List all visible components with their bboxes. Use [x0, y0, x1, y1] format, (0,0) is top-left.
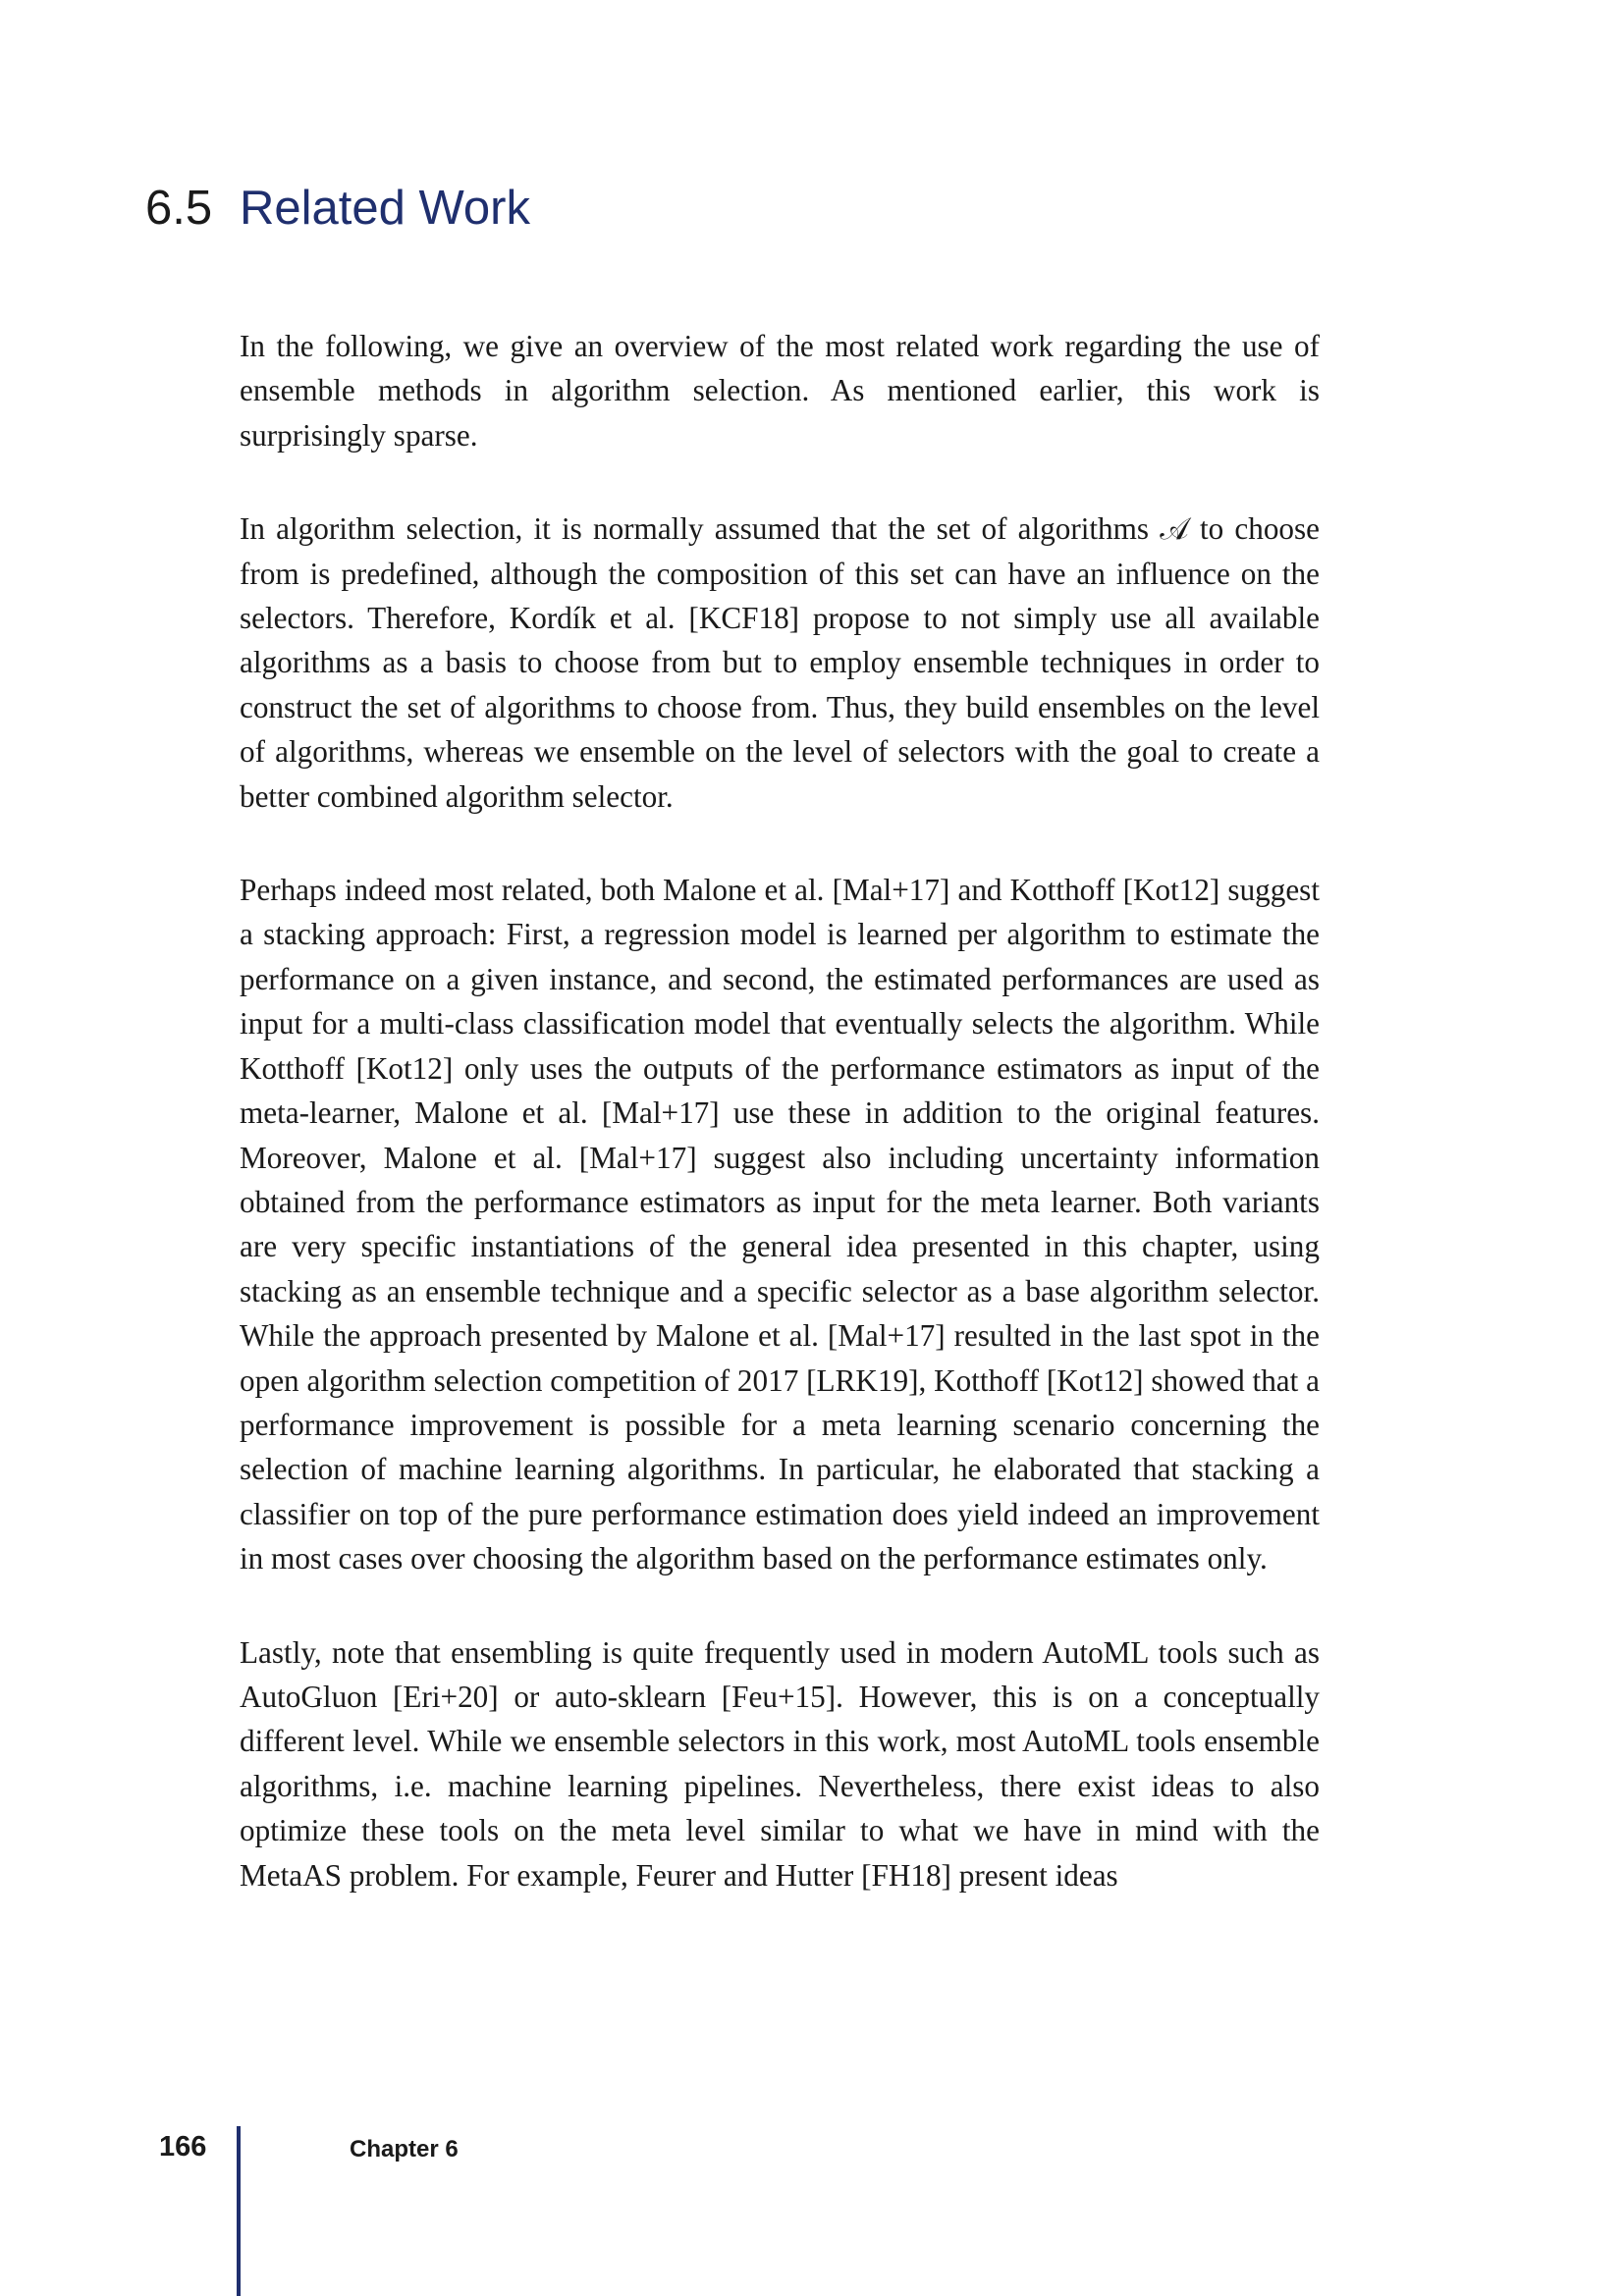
footer-divider: [237, 2126, 241, 2296]
paragraph: Lastly, note that ensembling is quite frequently used in modern AutoML tools such as AutoGluon [Eri+20] or auto-sklearn [Feu+15]. However, this is on a conceptually different level. While we ensemble selectors in this work, most AutoML tools ensemble algorithms, i.e. machine learning pipelines. Nevertheless, there exist ideas to also optimize these tools on the meta level similar to what we have in mind with the MetaAS problem. For example, Feurer and Hutter [FH18] present ideas: [240, 1634, 1320, 1893]
paragraph: In algorithm selection, it is normally assumed that the set of algorithms 𝒜 to choose from is predefined, although the composition of this set can have an influence on the selectors. Therefore, Kordík et al. [KCF18] propose to not simply use all available algorithms as a basis to choose from but to employ ensemble techniques in order to construct the set of algorithms to choose from. Thus, they build ensembles on the level of algorithms, whereas we ensemble on the level of selectors with the goal to create a better combined algorithm selector.: [240, 511, 1320, 814]
section-title: Related Work: [240, 182, 530, 235]
paragraph: In the following, we give an overview of the most related work regarding the use of ensemble methods in algorithm selection. As mentioned earlier, this work is surprisingly sparse.: [240, 329, 1320, 453]
section-heading: [145, 179, 530, 238]
section-number: 6.5: [145, 182, 213, 235]
paragraph: Perhaps indeed most related, both Malone et al. [Mal+17] and Kotthoff [Kot12] suggest a stacking approach: First, a regression model is learned per algorithm to estimate the performance on a given instance, and second, the estimated performances are used as input for a multi-class classification model that eventually selects the algorithm. While Kotthoff [Kot12] only uses the outputs of the performance estimators as input of the meta-learner, Malone et al. [Mal+17] use these in addition to the original features. Moreover, Malone et al. [Mal+17] suggest also including uncertainty information obtained from the performance estimators as input for the meta learner. Both variants are very specific instantiations of the general idea presented in this chapter, using stacking as an ensemble technique and a specific selector as a base algorithm selector. While the approach presented by Malone et al. [Mal+17] resulted in the last spot in the open algorithm selection competition of 2017 [LRK19], Kotthoff [Kot12] showed that a performance improvement is possible for a meta learning scenario concerning the selection of machine learning algorithms. In particular, he elaborated that stacking a classifier on top of the pure performance estimation does yield indeed an improvement in most cases over choosing the algorithm based on the performance estimates only.: [240, 873, 1320, 1576]
body-text: [240, 324, 1320, 1897]
chapter-label: Chapter 6: [350, 2136, 459, 2163]
page-number: 166: [159, 2131, 207, 2163]
